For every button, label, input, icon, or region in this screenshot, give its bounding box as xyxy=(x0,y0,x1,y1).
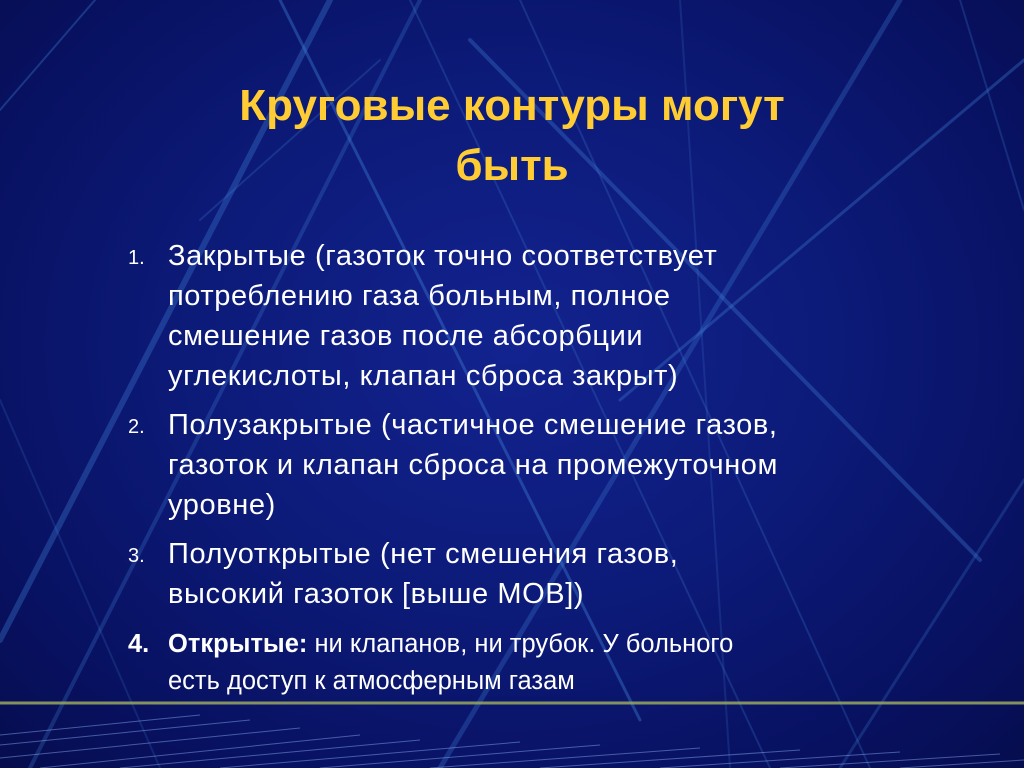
numbered-list xyxy=(128,236,968,709)
list-item-number: 1. xyxy=(128,247,145,269)
list-item xyxy=(128,626,968,700)
list-item xyxy=(128,405,968,525)
list-item-line: есть доступ к атмосферным газам xyxy=(168,667,575,695)
list-item-number: 3. xyxy=(128,545,145,567)
list-item-line: высокий газоток [выше МОВ]) xyxy=(168,578,585,610)
list-item-line: потреблению газа больным, полное xyxy=(168,280,671,312)
list-item-number: 4. xyxy=(128,630,150,658)
list-item xyxy=(128,236,968,396)
list-item-line: Полуоткрытые (нет смешения газов, xyxy=(168,538,679,570)
slide-title xyxy=(100,76,924,196)
list-item-line: Закрытые (газоток точно соответствует xyxy=(168,240,718,272)
list-item-line xyxy=(168,626,968,663)
list-item-bold-label: Открытые: xyxy=(168,630,308,658)
list-item-line: газоток и клапан сброса на промежуточном xyxy=(168,449,779,481)
slide-title-line-1: Круговые контуры могут xyxy=(239,81,785,130)
list-item-line: смешение газов после абсорбции xyxy=(168,320,644,352)
list-item-text: ни клапанов, ни трубок. У больного xyxy=(307,630,734,658)
list-item-line: Полузакрытые (частичное смешение газов, xyxy=(168,409,778,441)
list-item-line: углекислоты, клапан сброса закрыт) xyxy=(168,360,679,392)
slide-title-line-2: быть xyxy=(455,141,569,190)
list-item-line: уровне) xyxy=(168,489,276,521)
list-item xyxy=(128,534,968,614)
list-item-number: 2. xyxy=(128,416,145,438)
